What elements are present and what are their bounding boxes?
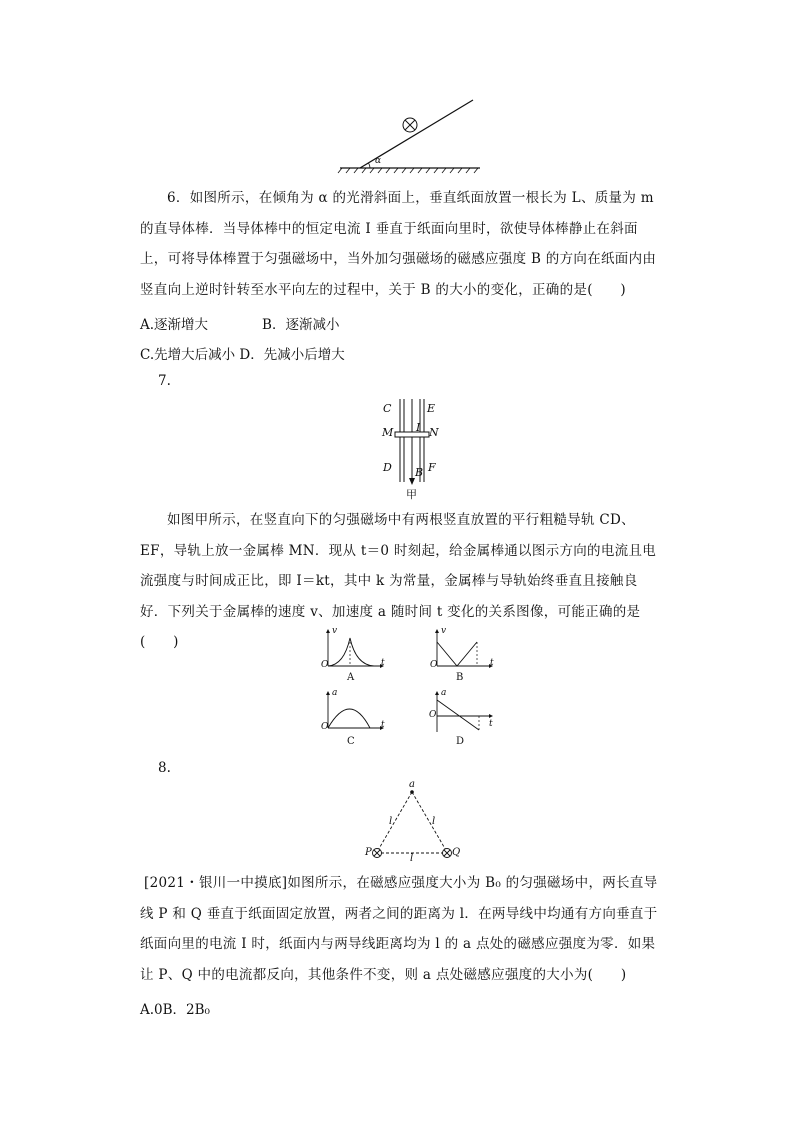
wire-p-label: P — [365, 847, 372, 858]
graph-a-x-label: t — [381, 658, 385, 668]
side-left-label: l — [389, 816, 393, 827]
wire-p-icon — [373, 849, 382, 858]
graph-a-letter: A — [347, 672, 355, 683]
graph-b-origin: O — [430, 660, 438, 670]
rail-label-e: E — [427, 402, 436, 415]
triangle-figure — [365, 786, 465, 866]
rail-label-n: N — [429, 426, 439, 439]
graph-a-plot — [318, 628, 388, 670]
rail-label-i: I — [416, 421, 421, 434]
conductor-rod-icon — [403, 118, 417, 132]
point-a-label: a — [409, 779, 415, 790]
graph-a-origin: O — [321, 660, 329, 670]
graph-b-y-label: v — [441, 626, 447, 636]
question-8-number: 8. — [158, 760, 171, 776]
graph-option-b — [427, 628, 497, 686]
graph-c-origin: O — [321, 722, 329, 732]
wire-q-label: Q — [452, 847, 461, 858]
rail-label-b: B — [415, 466, 424, 479]
rail-figure-caption: 甲 — [406, 488, 417, 501]
graph-d-plot — [427, 690, 497, 734]
question-7-text: 如图甲所示，在竖直向下的匀强磁场中有两根竖直放置的平行粗糙导轨 CD、EF，导轨上放一金属棒 MN．现从 t＝0 时刻起，给金属棒通以图示方向的电流且电流强度与时间成正比，即 I＝kt，其中 k 为常量，金属棒与导轨始终垂直且接触良好．下列关于金属棒的速度 v、加速度 a 随时间 t 变化的关系图像，可能正确的是( ) — [140, 512, 657, 650]
graph-c-x-label: t — [381, 720, 385, 730]
graph-b-x-label: t — [490, 658, 494, 668]
graph-c-plot — [318, 690, 388, 734]
graph-option-a — [318, 628, 388, 686]
graph-b-plot — [427, 628, 497, 670]
question-7-number: 7. — [158, 373, 171, 389]
wire-q-icon — [443, 849, 452, 858]
graph-d-letter: D — [456, 736, 465, 747]
side-bottom-label: l — [410, 853, 414, 864]
question-6-text: 6．如图所示，在倾角为 α 的光滑斜面上，垂直纸面放置一根长为 L、质量为 m 的直导体棒．当导体棒中的恒定电流 I 垂直于纸面向里时，欲使导体棒静止在斜面上，可将导体棒置于匀强磁场中，当外加匀强磁场的磁感应强度 B 的方向在纸面内由竖直向上逆时针转至水平向左的过程中，关于 B 的大小的变化，正确的是( ) — [140, 190, 657, 298]
graph-a-y-label: v — [332, 626, 338, 636]
graph-option-d — [427, 690, 497, 750]
question-6-options-cd: C.先增大后减小 D．先减小后增大 — [140, 347, 345, 363]
question-8-options: A.0B．2B₀ — [140, 1002, 210, 1018]
rail-label-f: F — [428, 461, 436, 474]
graph-option-c — [318, 690, 388, 750]
question-6-options-ab: A.逐渐增大 B．逐渐减小 — [140, 317, 340, 333]
rail-label-d: D — [383, 461, 392, 474]
rail-label-c: C — [383, 402, 392, 415]
graph-b-letter: B — [456, 672, 464, 683]
alpha-label: α — [375, 156, 382, 166]
incline-figure — [330, 95, 490, 177]
graph-d-y-label: a — [441, 688, 447, 698]
graph-c-letter: C — [347, 736, 355, 747]
side-right-label: l — [432, 816, 436, 827]
graph-d-origin: O — [429, 710, 437, 720]
rail-label-m: M — [382, 426, 394, 439]
question-8-text: [2021・银川一中摸底]如图所示，在磁感应强度大小为 B₀ 的匀强磁场中，两长直导线 P 和 Q 垂直于纸面固定放置，两者之间的距离为 l．在两导线中均通有方向垂直于纸面向里的电流 I 时，纸面内与两导线距离均为 l 的 a 点处的磁感应强度为零．如果让 P、Q 中的电流都反向，其他条件不变，则 a 点处磁感应强度的大小为( ) — [140, 875, 658, 983]
graph-d-x-label: t — [489, 719, 493, 729]
graph-c-y-label: a — [332, 688, 338, 698]
